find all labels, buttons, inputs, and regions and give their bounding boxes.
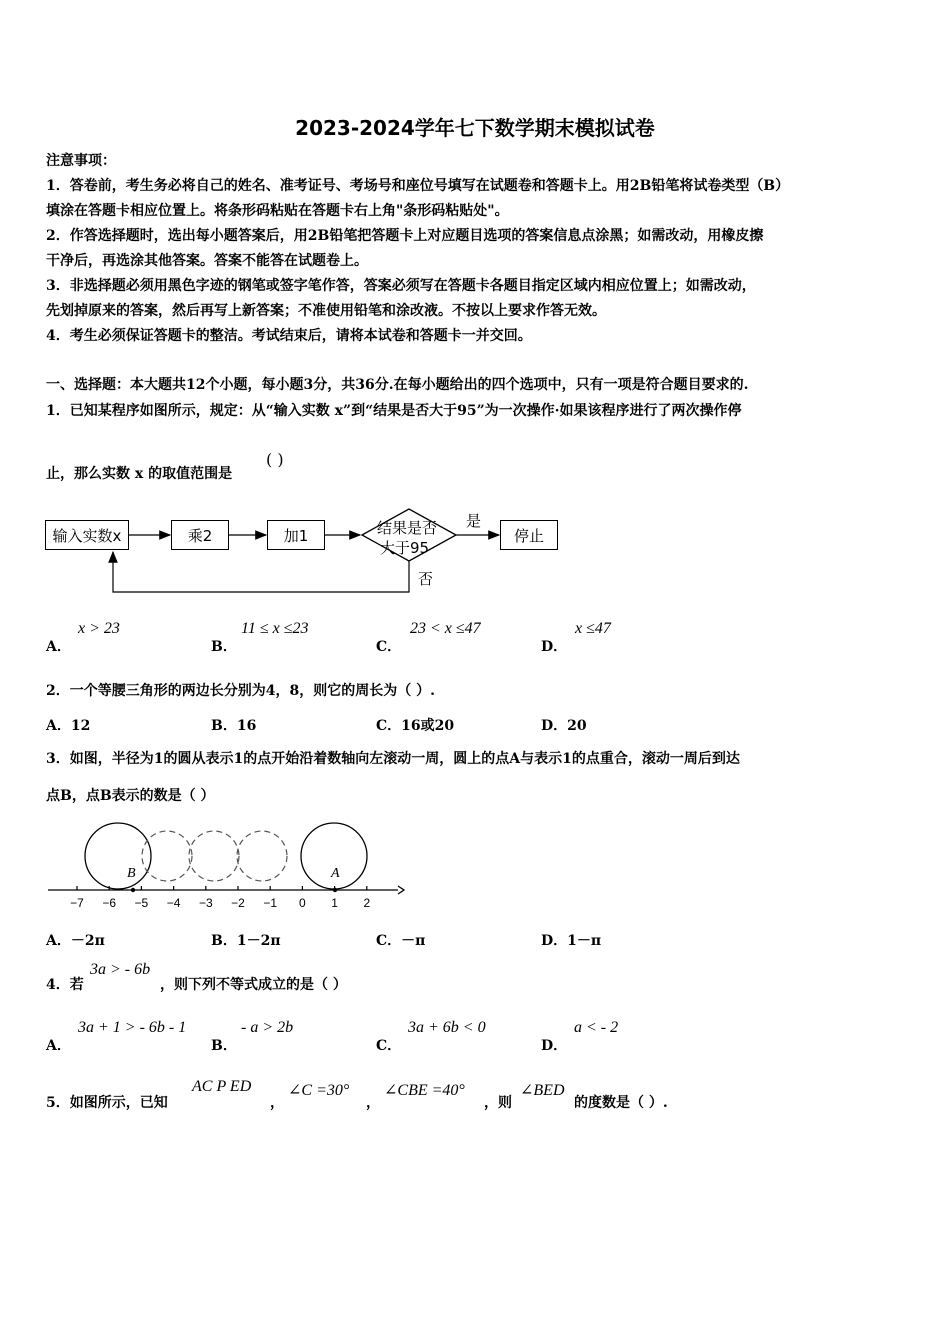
point-b-label: B bbox=[127, 866, 136, 881]
question-5-suffix: 的度数是（ ）. bbox=[574, 1095, 668, 1111]
question-5-math-angle-c: ∠C =30° bbox=[288, 1082, 350, 1099]
option-a-expr: 3a + 1 > - 6b - 1 bbox=[78, 1019, 187, 1036]
question-3-line2: 点B，点B表示的数是（ ） bbox=[46, 788, 215, 804]
option-c-label: C． bbox=[376, 1038, 402, 1054]
question-5-prefix: 5．如图所示，已知 bbox=[46, 1095, 168, 1111]
question-1-line2: 止，那么实数 x 的取值范围是 bbox=[46, 466, 233, 482]
point-b-dot bbox=[131, 888, 135, 892]
start-circle bbox=[85, 823, 151, 889]
answer-paren: ( ) bbox=[266, 450, 284, 469]
notice-line: 干净后，再选涂其他答案。答案不能答在试题卷上。 bbox=[46, 253, 368, 269]
option-d-expr: x ≤47 bbox=[575, 620, 611, 637]
option-d-expr: a < - 2 bbox=[574, 1019, 619, 1036]
question-4-suffix: ，则下列不等式成立的是（ ） bbox=[160, 977, 347, 993]
flow-input-box: 输入实数x bbox=[45, 520, 129, 550]
question-5-math-angle-cbe: ∠CBE =40° bbox=[384, 1082, 465, 1099]
option-b-expr: 11 ≤ x ≤23 bbox=[241, 620, 309, 637]
point-a-label: A bbox=[331, 866, 340, 881]
flow-multiply-box: 乘2 bbox=[171, 520, 229, 550]
option-d: D．1－π bbox=[541, 933, 602, 949]
option-b-label: B． bbox=[211, 1038, 237, 1054]
option-a-label: A． bbox=[46, 639, 71, 655]
axis-tick-label: −7 bbox=[70, 896, 84, 910]
question-5-comma: ， bbox=[270, 1095, 284, 1111]
flow-yes-label: 是 bbox=[466, 512, 482, 530]
point-a-dot bbox=[333, 888, 337, 892]
axis-tick-label: −6 bbox=[102, 896, 117, 910]
page-title: 2023-2024学年七下数学期末模拟试卷 bbox=[295, 116, 655, 140]
option-c-label: C． bbox=[376, 639, 402, 655]
notice-line: 先划掉原来的答案，然后再写上新答案；不准使用铅笔和涂改液。不按以上要求作答无效。 bbox=[46, 303, 606, 319]
option-d: D．20 bbox=[541, 718, 587, 734]
notice-line: 2．作答选择题时，选出每小题答案后，用2B铅笔把答题卡上对应题目选项的答案信息点涂黑；如需改动，用橡皮擦 bbox=[46, 228, 764, 244]
flow-no-label: 否 bbox=[418, 570, 434, 588]
option-b: B．16 bbox=[211, 718, 257, 734]
flow-decision-text: 结果是否 bbox=[377, 519, 438, 537]
question-4-prefix: 4．若 bbox=[46, 977, 84, 993]
notice-line: 3．非选择题必须用黑色字迹的钢笔或签字笔作答，答案必须写在答题卡各题目指定区域内相应位置上；如需改动， bbox=[46, 278, 756, 294]
axis-tick-label: −4 bbox=[166, 896, 181, 910]
option-b-label: B． bbox=[211, 639, 237, 655]
axis-tick-label: 1 bbox=[331, 896, 338, 910]
axis-tick-label: −1 bbox=[263, 896, 278, 910]
notice-line: 4．考生必须保证答题卡的整洁。考试结束后，请将本试卷和答题卡一并交回。 bbox=[46, 328, 532, 344]
notice-heading: 注意事项： bbox=[46, 153, 116, 169]
flow-stop-box: 停止 bbox=[500, 520, 558, 550]
option-c-expr: 3a + 6b < 0 bbox=[408, 1019, 486, 1036]
section-heading: 一、选择题：本大题共12个小题，每小题3分，共36分.在每小题给出的四个选项中，只有一项是符合题目要求的. bbox=[46, 377, 749, 393]
option-b-expr: - a > 2b bbox=[241, 1019, 294, 1036]
option-a-label: A． bbox=[46, 1038, 71, 1054]
notice-line: 1．答卷前，考生务必将自己的姓名、准考证号、考场号和座位号填写在试题卷和答题卡上。用2B铅笔将试卷类型（B） bbox=[46, 178, 790, 194]
flow-decision-text: 大于95 bbox=[380, 539, 430, 557]
option-d-label: D． bbox=[541, 639, 568, 655]
axis-tick-label: −2 bbox=[231, 896, 245, 910]
option-d-label: D． bbox=[541, 1038, 568, 1054]
question-5-math-angle-bed: ∠BED bbox=[520, 1082, 565, 1099]
question-5-then: ，则 bbox=[484, 1095, 512, 1111]
question-5-comma: ， bbox=[366, 1095, 380, 1111]
axis-tick-label: 0 bbox=[299, 896, 306, 910]
option-c: C．16或20 bbox=[376, 718, 455, 734]
question-2: 2．一个等腰三角形的两边长分别为4，8，则它的周长为（ ）. bbox=[46, 683, 435, 699]
question-3-line1: 3．如图，半径为1的圆从表示1的点开始沿着数轴向左滚动一周，圆上的点A与表示1的点重合，滚动一周后到达 bbox=[46, 751, 740, 767]
axis-tick-label: −3 bbox=[198, 896, 213, 910]
option-c: C．－π bbox=[376, 933, 426, 949]
question-4-condition: 3a > - 6b bbox=[90, 961, 151, 978]
option-a-expr: x > 23 bbox=[78, 620, 120, 637]
flow-add-box: 加1 bbox=[267, 520, 325, 550]
notice-line: 填涂在答题卡相应位置上。将条形码粘贴在答题卡右上角"条形码粘贴处"。 bbox=[46, 203, 509, 219]
axis-tick-label: 2 bbox=[363, 896, 371, 910]
option-a: A．－2π bbox=[46, 933, 105, 949]
question-5-math-parallel: AC P ED bbox=[192, 1078, 252, 1095]
option-b: B．1－2π bbox=[211, 933, 281, 949]
option-a: A．12 bbox=[46, 718, 91, 734]
axis-tick-label: −5 bbox=[134, 896, 149, 910]
question-1-line1: 1．已知某程序如图所示，规定：从“输入实数 x”到“结果是否大于95”为一次操作·如果该程序进行了两次操作停 bbox=[46, 403, 742, 419]
option-c-expr: 23 < x ≤47 bbox=[410, 620, 481, 637]
